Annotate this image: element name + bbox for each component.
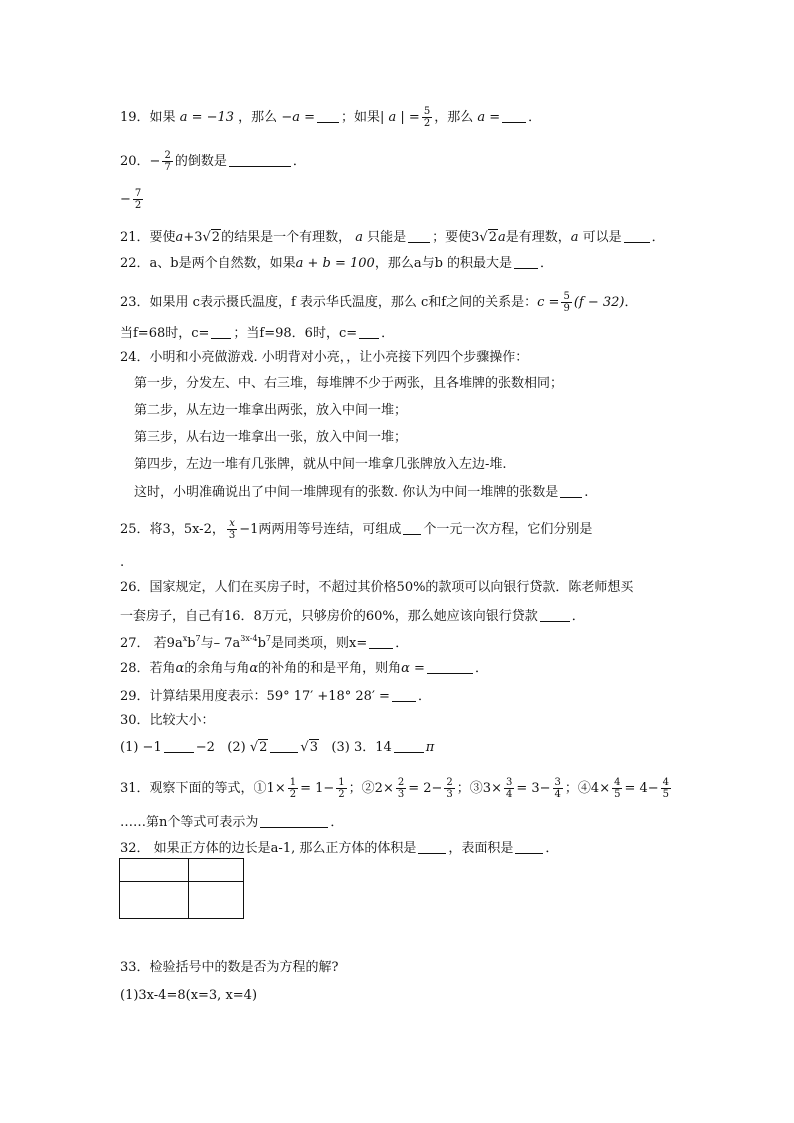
q31-text2: ……第n个等式可表示为 <box>120 815 259 830</box>
blank[interactable] <box>418 841 446 854</box>
q27-end: ． <box>395 636 409 651</box>
q19-text4: ，那么 <box>434 110 474 125</box>
blank[interactable] <box>403 522 421 535</box>
blank[interactable] <box>359 326 379 339</box>
question-22 <box>120 256 553 270</box>
blank[interactable] <box>408 230 430 243</box>
question-27 <box>120 635 408 650</box>
question-21: 21．要使a+3√2的结果是一个有理数， a 只能是 ；要使3√2a是有理数，a 可以是 ． <box>120 230 665 245</box>
q19-expr1: a = −13 <box>179 110 235 125</box>
q22-text: 22．a、b是两个自然数，如果 <box>120 256 296 271</box>
alpha-symbol: α <box>175 661 185 676</box>
q21-expr: a <box>175 230 184 245</box>
fraction: $\frac{4}{5}$ <box>614 777 621 800</box>
q19-text3: ；如果 <box>341 110 381 125</box>
sqrt: √2 <box>249 740 268 755</box>
q23b-text: 当f=68时，c= <box>120 326 210 341</box>
q32-end: ． <box>545 841 559 856</box>
q29-text: 29．计算结果用度表示：59° 17′ +18° 28′ = <box>120 689 390 704</box>
question-25: 25．将3，5x-2， $\frac{x}{3}$ −1两两用等号连结，可组成 个一元一次方程，它们分别是 <box>120 518 593 541</box>
q27-text: 27． 若9a <box>120 636 183 651</box>
var-a: a <box>351 230 368 245</box>
question-32 <box>120 841 558 855</box>
q23-expr2: (f − 32) <box>573 295 625 310</box>
denominator: 3 <box>228 530 236 541</box>
alpha-symbol: α <box>249 661 259 676</box>
q27-text4: b <box>257 636 266 651</box>
fraction: $\frac{2}{3}$ <box>446 777 453 800</box>
blank[interactable] <box>369 636 393 649</box>
numerator: 2 <box>164 150 171 161</box>
q21-text: 21．要使 <box>120 230 176 245</box>
q24-conclusion <box>134 485 588 499</box>
sqrt: √2 <box>202 230 221 245</box>
blank[interactable] <box>502 110 526 123</box>
q20-end: ． <box>292 154 306 169</box>
numerator: 5 <box>563 291 570 302</box>
q30-item2-label: (2) <box>227 740 246 755</box>
q24-step2: 第二步，从左边一堆拿出两张，放入中间一堆； <box>134 403 408 418</box>
question-29 <box>120 689 431 703</box>
fraction <box>133 188 143 211</box>
q23-expr: c = <box>537 295 560 310</box>
q32-text2: ，表面积是 <box>448 841 514 856</box>
blank[interactable] <box>624 230 650 243</box>
q28-text2: 的余角与角 <box>184 661 250 676</box>
q19-expr2: −a = <box>281 110 315 125</box>
q27-text3: 与– 7a <box>200 636 241 651</box>
question-28 <box>120 661 488 675</box>
q28-end: ． <box>474 661 488 676</box>
q28-text: 28．若角 <box>120 661 176 676</box>
q24-step3: 第三步，从右边一堆拿出一张，放入中间一堆； <box>134 430 408 445</box>
blank[interactable] <box>260 815 328 828</box>
blank[interactable] <box>392 689 416 702</box>
score-cell[interactable] <box>189 882 244 919</box>
blank[interactable] <box>317 110 339 123</box>
question-23b <box>120 326 394 340</box>
q20-text: 的倒数是 <box>174 154 227 169</box>
fraction: $\frac{3}{4}$ <box>505 777 513 800</box>
q28-text3: 的补角的和是平角，则角 <box>258 661 402 676</box>
numerator: 5 <box>423 106 431 117</box>
fraction: $\frac{1}{2}$ <box>338 777 345 800</box>
question-20: 20．− $\frac{2}{7}$ 的倒数是 ． <box>120 150 306 173</box>
q29-end: ． <box>417 689 431 704</box>
q24-step4: 第四步，左边一堆有几张牌，就从中间一堆拿几张牌放入左边-堆. <box>134 457 507 472</box>
grader-cell[interactable] <box>120 882 189 919</box>
q31-end: ． <box>330 815 344 830</box>
grader-header <box>120 859 189 882</box>
denominator: 9 <box>563 303 570 314</box>
q25-text: 25．将3，5x-2， <box>120 522 225 537</box>
blank[interactable] <box>427 661 473 674</box>
blank[interactable] <box>164 740 194 753</box>
q25-dot: . <box>120 555 125 570</box>
q22-end: ． <box>540 256 554 271</box>
blank[interactable] <box>270 740 298 753</box>
superscript: 3x-4 <box>240 634 258 643</box>
answer-20: − $\frac{7}{2}$ <box>120 188 142 211</box>
alpha-symbol: α = <box>401 661 425 676</box>
q27-text2: b <box>187 636 196 651</box>
question-23 <box>120 291 637 314</box>
q19-text: 19．如果 <box>120 110 176 125</box>
fraction <box>422 106 432 129</box>
q32-text: 32． 如果正方体的边长是a-1, 那么正方体的体积是 <box>120 841 417 856</box>
question-26: 26．国家规定，人们在买房子时，不超过其价格50%的款项可以向银行贷款．陈老师想买 <box>120 580 634 595</box>
fraction <box>561 291 571 314</box>
q21-text3: 只能是 <box>367 230 407 245</box>
q21-text5: 是有理数， <box>505 230 571 245</box>
question-19 <box>120 106 541 129</box>
numerator: 7 <box>134 188 142 199</box>
q22-text2: ，那么a与b 的积最大是 <box>374 256 513 271</box>
q33-part1: (1)3x-4=8(x=3, x=4) <box>120 988 258 1003</box>
blank[interactable] <box>515 841 543 854</box>
q23-end: ． <box>624 295 638 310</box>
q21-text6: 可以是 <box>582 230 622 245</box>
fraction <box>227 518 237 541</box>
denominator: 2 <box>134 200 142 211</box>
var-a: a <box>497 230 506 245</box>
sqrt: √3 <box>300 740 318 755</box>
q26-line2 <box>120 609 585 623</box>
blank[interactable] <box>540 609 570 622</box>
q30-item1-label: (1) <box>120 740 139 755</box>
question-24-intro: 24．小明和小亮做游戏. 小明背对小亮，，让小亮接下列四个步骤操作： <box>120 350 529 365</box>
q19-expr3: a = <box>477 110 501 125</box>
blank[interactable] <box>560 485 582 498</box>
q25-text2: 两两用等号连结，可组成 <box>258 522 402 537</box>
fraction <box>162 150 172 173</box>
q21-text2: 的结果是一个有理数， <box>221 230 352 245</box>
fraction: $\frac{3}{4}$ <box>554 777 561 800</box>
q23b-text2: ；当f=98．6时，c= <box>233 326 358 341</box>
score-header <box>189 859 244 882</box>
q25-text3: 个一元一次方程，它们分别是 <box>423 522 593 537</box>
blank[interactable] <box>514 256 538 269</box>
superscript: x <box>182 634 188 643</box>
q24-end-text: 这时，小明准确说出了中间一堆牌现有的张数. 你认为中间一堆牌的张数是 <box>134 485 559 500</box>
denominator: 7 <box>164 162 171 173</box>
q26-end: ． <box>571 609 585 624</box>
q30-item3-label: (3) 3．14 <box>331 740 392 755</box>
q19-end: ． <box>528 110 542 125</box>
q26-text: 一套房子，自己有16．8万元，只够房价的60%，那么她应该向银行贷款 <box>120 609 538 624</box>
grader-table <box>119 858 244 919</box>
q27-text5: 是同类项，则x= <box>270 636 368 651</box>
fraction: $\frac{1}{2}$ <box>289 777 297 800</box>
q19-text2: ，那么 <box>238 110 278 125</box>
q30-items: (1) −1 −2 (2) √2 √3 (3) 3．14 π <box>120 740 435 755</box>
q21-text4: ；要使 <box>432 230 472 245</box>
superscript: 7 <box>265 634 271 643</box>
question-30: 30．比较大小： <box>120 713 215 728</box>
blank[interactable] <box>229 154 291 167</box>
denominator: 2 <box>423 118 431 129</box>
pi-symbol: π <box>425 740 435 755</box>
blank[interactable] <box>211 326 231 339</box>
fraction: $\frac{2}{3}$ <box>397 777 405 800</box>
q24-step1: 第一步，分发左、中、右三堆，每堆牌不少于两张，且各堆牌的张数相同； <box>134 376 564 391</box>
question-33: 33．检验括号中的数是否为方程的解? <box>120 960 339 975</box>
q20-num: 20． <box>120 154 150 169</box>
superscript: 7 <box>195 634 201 643</box>
q24-end: . <box>584 485 589 500</box>
q19-abs: | a | = <box>380 110 420 125</box>
blank[interactable] <box>394 740 424 753</box>
q21-end: ． <box>651 230 665 245</box>
q23b-end: ． <box>381 326 395 341</box>
fraction: $\frac{4}{5}$ <box>662 777 670 800</box>
q31-text: 31．观察下面的等式， <box>120 781 254 796</box>
numerator: x <box>227 518 237 530</box>
q23-text: 23．如果用 c表示摄氏温度，f 表示华氏温度，那么 c和f之间的关系是： <box>120 295 538 310</box>
q31-line2 <box>120 815 343 829</box>
var-a: a <box>570 230 583 245</box>
question-31: 31．观察下面的等式，①1× $\frac{1}{2}$ = 1− $\frac{1}{2}$ ；②2× $\frac{2}{3}$ = 2− $\frac{2}{3}$ ；③3× $\frac{3}{4}$ = 3− $\frac{3}{4}$ ；④4× $\frac{4}{5}$ = 4− $\frac{4}{5}$ <box>120 777 670 800</box>
q22-expr: a + b = 100 <box>295 256 375 271</box>
sqrt: √2 <box>479 230 497 245</box>
